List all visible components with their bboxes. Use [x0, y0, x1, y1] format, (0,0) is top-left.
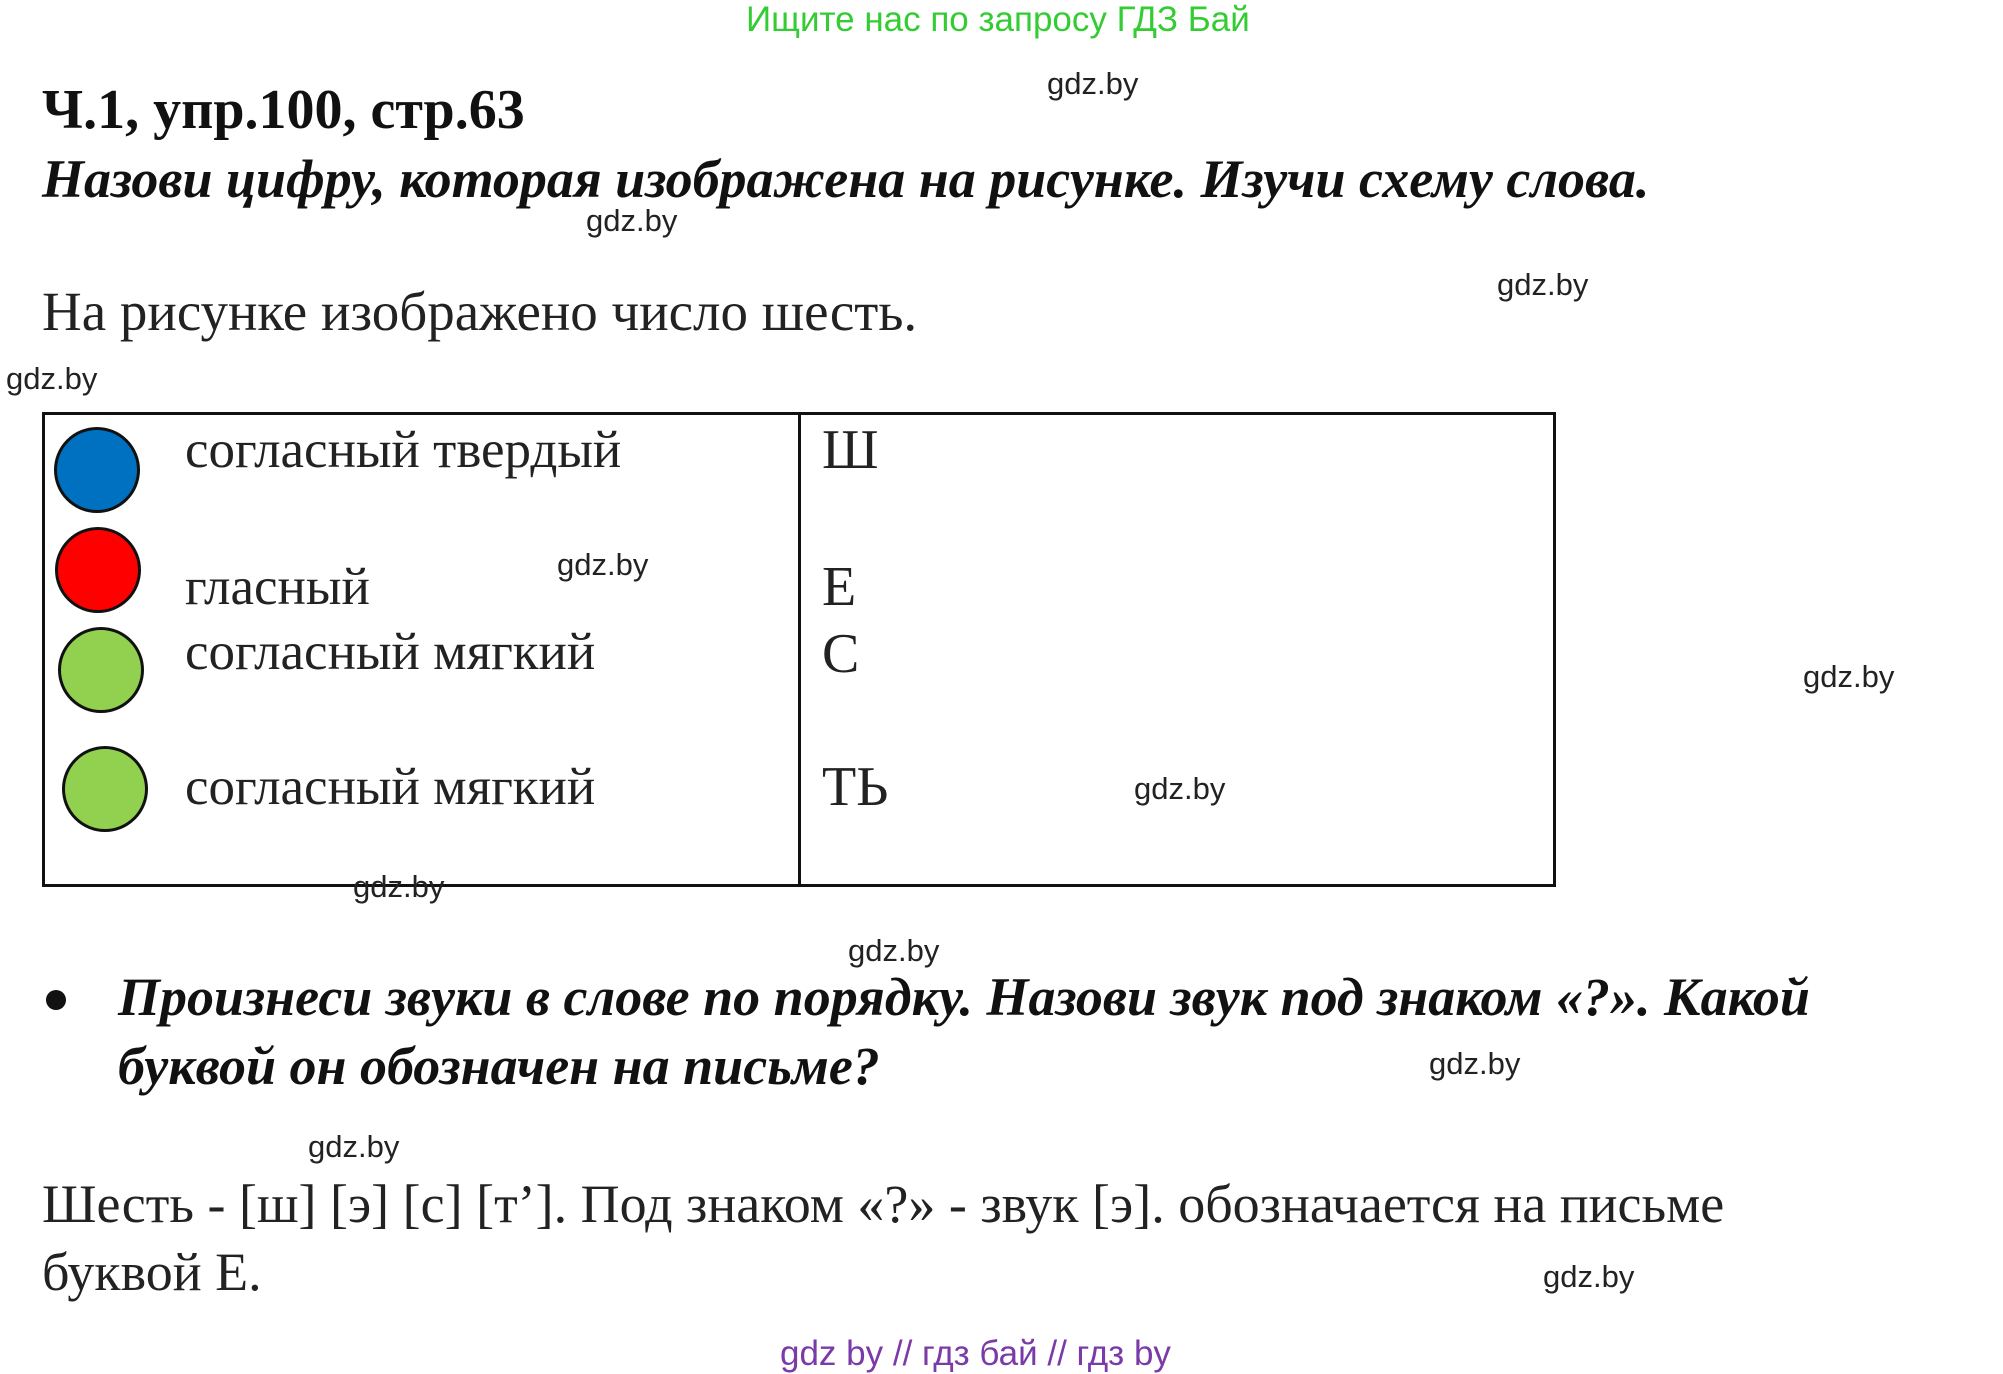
scheme-label: согласный мягкий [185, 623, 596, 681]
scheme-letter: С [822, 623, 860, 685]
scheme-label: гласный [185, 558, 370, 616]
scheme-label: согласный мягкий [185, 758, 596, 816]
final-answer-line1: Шесть - [ш] [э] [с] [т’]. Под знаком «?» - звук [э]. обозначается на письме [42, 1174, 1725, 1234]
watermark: gdz.by [1543, 1259, 1635, 1294]
footer-links: gdz by // гдз бай // гдз by [780, 1334, 1171, 1373]
sound-circle-soft-consonant [62, 746, 148, 832]
scheme-letter: ТЬ [822, 756, 889, 818]
watermark: gdz.by [353, 869, 445, 904]
final-answer-line2: буквой Е. [42, 1242, 262, 1302]
watermark: gdz.by [1134, 771, 1226, 806]
task-text: Назови цифру, которая изображена на рисунке. Изучи схему слова. [42, 149, 1650, 209]
watermark: gdz.by [6, 361, 98, 396]
page-title: Ч.1, упр.100, стр.63 [42, 79, 525, 141]
watermark: gdz.by [308, 1129, 400, 1164]
scheme-label: согласный твердый [185, 421, 622, 479]
table-divider [798, 412, 801, 887]
watermark: gdz.by [586, 203, 678, 238]
watermark: gdz.by [1803, 659, 1895, 694]
scheme-letter: Е [822, 556, 857, 618]
watermark: gdz.by [557, 547, 649, 582]
sound-circle-hard-consonant [54, 427, 140, 513]
watermark: gdz.by [1047, 66, 1139, 101]
bullet-task-line2: буквой он обозначен на письме? [118, 1036, 880, 1096]
sound-circle-soft-consonant [58, 627, 144, 713]
watermark: gdz.by [848, 933, 940, 968]
bullet-task-line1: Произнеси звуки в слове по порядку. Назови звук под знаком «?». Какой [118, 967, 1810, 1027]
scheme-letter: Ш [822, 419, 879, 481]
answer-line: На рисунке изображено число шесть. [42, 281, 918, 342]
sound-circle-vowel [55, 527, 141, 613]
promo-text: Ищите нас по запросу ГДЗ Бай [746, 0, 1250, 39]
bullet-icon [46, 990, 66, 1010]
watermark: gdz.by [1497, 267, 1589, 302]
watermark: gdz.by [1429, 1046, 1521, 1081]
